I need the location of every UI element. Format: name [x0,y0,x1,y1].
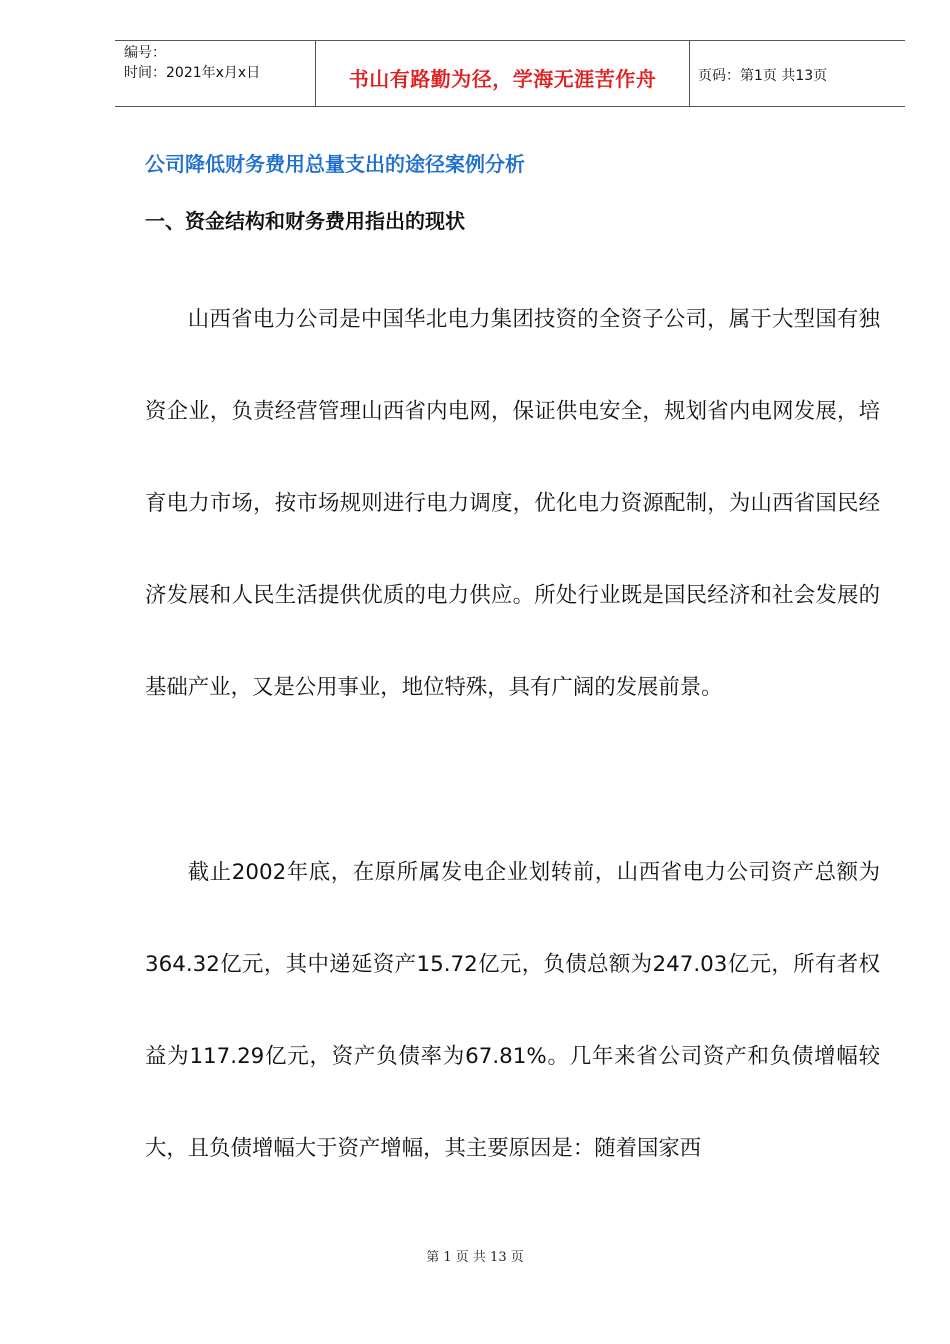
document-number-label: 编号： [124,45,166,61]
header-meta [115,41,316,106]
body-paragraph: 截止2002年底，在原所属发电企业划转前，山西省电力公司资产总额为364.32亿元，其中递延资产15.72亿元，负债总额为247.03亿元，所有者权益为117.29亿元，资产负债率为67.81%。几年来省公司资产和负债增幅较大，且负债增幅大于资产增幅，其主要原因是：随着国家西 [145,860,880,1161]
document-title: 公司降低财务费用总量支出的途径案例分析 [145,152,525,176]
document-time-label: 时间：2021年x月x日 [124,65,261,81]
page-header [115,40,905,107]
page-footer: 第 1 页 共 13 页 [426,1250,524,1265]
body-paragraph: 山西省电力公司是中国华北电力集团技资的全资子公司，属于大型国有独资企业，负责经营管理山西省内电网，保证供电安全，规划省内电网发展，培育电力市场，按市场规则进行电力调度，优化电力资源配制，为山西省国民经济发展和人民生活提供优质的电力供应。所处行业既是国民经济和社会发展的基础产业，又是公用事业，地位特殊，具有广阔的发展前景。 [145,307,880,700]
header-motto: 书山有路勤为径，学海无涯苦作舟 [316,41,690,106]
section-heading: 一、资金结构和财务费用指出的现状 [145,209,465,233]
header-page-info: 页码：第1页 共13页 [698,68,828,84]
